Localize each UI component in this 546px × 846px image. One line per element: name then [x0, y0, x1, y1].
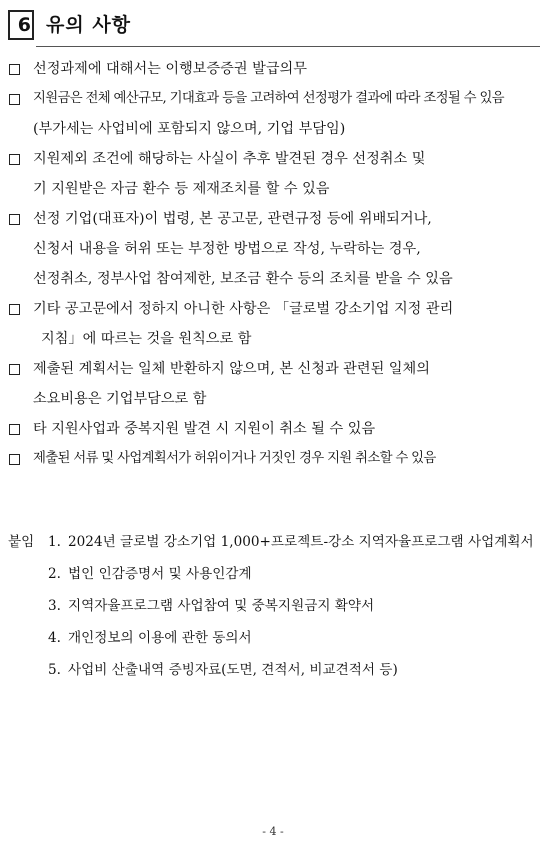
checkbox-icon	[9, 64, 20, 75]
attachment-number: 5.	[48, 662, 61, 678]
note-item	[7, 208, 539, 238]
note-item	[7, 358, 539, 388]
checkbox-icon	[9, 94, 20, 105]
note-continuation: 지침」에 따르는 것을 원칙으로 함	[41, 331, 252, 347]
attachment-item	[48, 531, 534, 553]
checkbox-icon	[9, 364, 20, 375]
note-item	[7, 88, 539, 118]
title-underline	[36, 46, 540, 47]
checkbox-icon	[9, 154, 20, 165]
note-text: 기타 공고문에서 정하지 아니한 사항은 「글로벌 강소기업 지정 관리	[33, 301, 454, 317]
attachment-item	[48, 595, 374, 617]
attachment-text: 법인 인감증명서 및 사용인감계	[68, 566, 252, 582]
note-continuation: 신청서 내용을 허위 또는 부정한 방법으로 작성, 누락하는 경우,	[33, 241, 421, 257]
checkbox-icon	[9, 304, 20, 315]
attachment-number: 1.	[48, 534, 61, 550]
note-text: 지원금은 전체 예산규모, 기대효과 등을 고려하여 선정평가 결과에 따라 조정될 수 있음	[33, 91, 504, 106]
notes-list	[7, 58, 539, 478]
note-continuation: 기 지원받은 자금 환수 등 제재조치를 할 수 있음	[33, 181, 330, 197]
note-text: 타 지원사업과 중복지원 발견 시 지원이 취소 될 수 있음	[33, 421, 376, 437]
section-title: 유의 사항	[46, 14, 132, 36]
checkbox-icon	[9, 454, 20, 465]
note-text: 제출된 계획서는 일체 반환하지 않으며, 본 신청과 관련된 일체의	[33, 361, 430, 377]
note-text: 선정 기업(대표자)이 법령, 본 공고문, 관련규정 등에 위배되거나,	[33, 211, 432, 227]
attachment-item	[48, 627, 252, 649]
note-continuation: 선정취소, 정부사업 참여제한, 보조금 환수 등의 조치를 받을 수 있음	[33, 271, 453, 287]
attachment-text: 지역자율프로그램 사업참여 및 중복지원금지 확약서	[68, 598, 375, 614]
note-continuation: (부가세는 사업비에 포함되지 않으며, 기업 부담임)	[33, 121, 346, 137]
note-continuation: 소요비용은 기업부담으로 함	[33, 391, 207, 407]
note-item	[7, 298, 539, 328]
attachment-item	[48, 563, 252, 585]
attachment-number: 3.	[48, 598, 61, 614]
note-item	[7, 448, 539, 478]
note-text: 지원제외 조건에 해당하는 사실이 추후 발견된 경우 선정취소 및	[33, 151, 426, 167]
note-text: 제출된 서류 및 사업계획서가 허위이거나 거짓인 경우 지원 취소할 수 있음	[33, 451, 436, 466]
attachment-item	[48, 659, 398, 681]
page-number: - 4 -	[262, 825, 284, 838]
attachments-label: 붙임	[8, 534, 35, 550]
section-number: 6	[8, 10, 34, 40]
attachment-number: 2.	[48, 566, 61, 582]
section-header	[8, 10, 536, 42]
checkbox-icon	[9, 214, 20, 225]
note-item	[7, 418, 539, 448]
note-item	[7, 148, 539, 178]
attachment-text: 2024년 글로벌 강소기업 1,000+프로젝트-강소 지역자율프로그램 사업계획서	[68, 534, 534, 550]
checkbox-icon	[9, 424, 20, 435]
attachment-text: 사업비 산출내역 증빙자료(도면, 견적서, 비교견적서 등)	[68, 662, 398, 678]
note-text: 선정과제에 대해서는 이행보증증권 발급의무	[33, 61, 307, 77]
attachment-text: 개인정보의 이용에 관한 동의서	[68, 630, 252, 646]
attachment-number: 4.	[48, 630, 61, 646]
note-item	[7, 58, 539, 88]
